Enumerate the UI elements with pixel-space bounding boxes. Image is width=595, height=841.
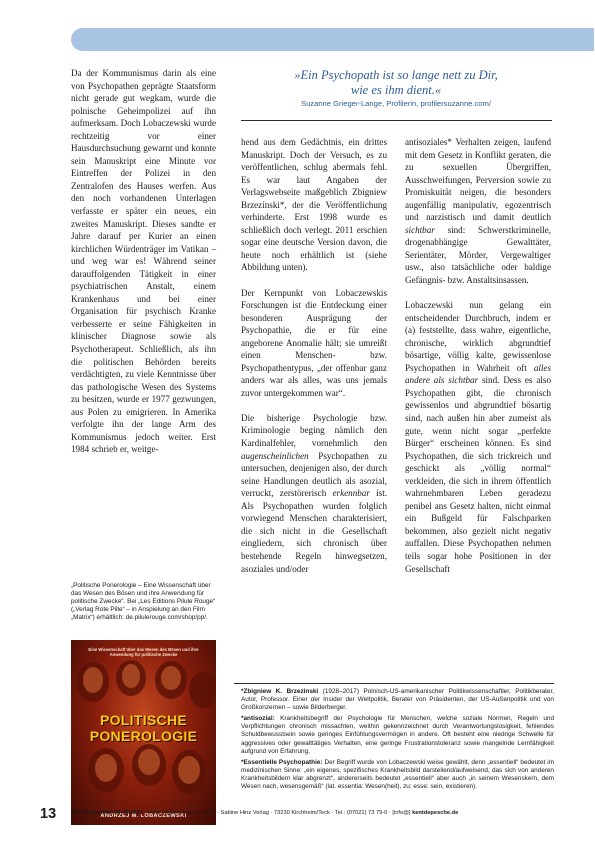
text-run: Der Begriff wurde von Lobaczewski weise gewählt, denn „essentiell“ bedeutet im medizinischen Sinne: „ein eigenes, spezifisches Krankheitsbild darstellend/aufweisend, das sich von anderen Krankheitsbildern klar abgrenzt“, andererseits bedeutet „essentiell“ aber auch „in seinem Wesenskern, dem Wesen nach, wesensgemäß“ (lat. essentia: Wesen(heit), zu: esse: sein, existieren).	[241, 758, 554, 791]
quote-rule	[241, 120, 552, 121]
emphasis: erkennbar	[332, 488, 370, 499]
text-run: Psychopathen zu untersuchen, denjenigen also, der durch seine Handlungen deutlich als asozial, verruckt, zerstörerisch	[241, 450, 387, 499]
text-run: Lobaczewski nun gelang ein entscheidender Durchbruch, indem er (a) feststellte, dass wahre, eigentliche, chronische, wirklich abgrundtief bösartige, völlig kalte, gewissenlose Psychopathen in Wahrheit oft	[405, 300, 551, 373]
book-author: ANDRZEJ M. LOBACZEWSKI	[100, 813, 187, 819]
footnote-term: *Zbigniew K. Brzezinski	[241, 688, 319, 695]
header-bar	[71, 28, 594, 51]
footnotes	[241, 688, 554, 794]
quote-source: Suzanne Grieger-Lange, Profilerin, profilersuzanne.com/	[301, 99, 491, 108]
book-title-line: POLITISCHE	[99, 712, 187, 728]
text-run: antisoziales* Verhalten zeigen, laufend mit dem Gesetz in Konflikt geraten, die zu sexuellen Übergriffen, Ausschweifungen, Perversion sowie zu Promiskuität neigen, die besonders augenfällig manipulativ, egozentrisch und narzistisch und damit deutlich	[405, 137, 551, 223]
paragraph	[405, 299, 551, 575]
text-run: Die bisherige Psychologie bzw. Kriminologie beging nämlich den Kardinalfehler, vornehmlich den	[241, 412, 387, 449]
book-caption: „Politische Ponerologie – Eine Wissenschaft über das Wesen des Bösen und ihre Anwendung für politische Zwecke“. Bei „Les Editions Pilule Rouge“ („Verlag Rote Pille“ – in Anspielung an den Film „Matrix“) erhältlich: de.pilulerouge.com/shop/pp/.	[71, 582, 216, 621]
text-run: Insider der Weltpolitik, Berater von Präsidenten, der US-Außenpolitik und von Großkonzernen – sowie Bilderberger.	[241, 696, 554, 712]
website-link[interactable]: kentdepesche.de	[412, 810, 459, 816]
text-run: sind: Schwerstkriminelle, drogenabhängige Gewalttäter, Serientäter, Mörder, Vergewaltiger usw., also tatsächliche oder baldige Gefängnis- bzw. Anstaltsinsassen.	[405, 224, 551, 286]
magazine-name: Kent-Depesche 04-06/2021	[71, 810, 143, 816]
paragraph: Der Kernpunkt von Lobaczewskis Forschungen ist die Entdeckung einer besonderen Ausprägung der Psychopathie, die er für eine angeborene Anomalie hält; sie umreißt einen Menschen- bzw. Psychopathentypus, „der offenbar ganz anders war als alles, was uns jemals zuvor untergekommen war“.	[241, 287, 387, 398]
paragraph: Da der Kommunismus darin als eine von Psychopathen geprägte Staatsform nicht gerade gut wegkam, wurde die polnische Geheimpolizei auf ihn aufmerksam. Doch Lobaczewski wurde rechtzeitig vor einer Hausdurchsuchung gewarnt und konnte sein Manuskript eine Minute vor Eintreffen der Polizei in den Zentralofen des Hauses werfen. Aus den noch vorhandenen Unterlagen verfasste er später ein neues, ein zweites Manuskript. Dieses sandte er Jahre darauf per Kurier an einen kirchlichen Würdenträger im Vatikan – und weg war es! Während seiner darauffolgenden Tätigkeit in einer psychiatrischen Anstalt, einem Krankenhaus und bei einer Organisation für psychisch Kranke verbesserte er seine Fähigkeiten in klinischer Diagnose sowie als Psychotherapeut. Schließlich, als ihn die politischen Behörden bereits verdächtigten, zu viele Kenntnisse über das pathologische Wesen des Systems zu besitzen, wurde er 1977 gezwungen, aus Polen zu emigrieren. In Amerika verfolgte ihn der lange Arm des Kommunismus jedoch weiter. Erst 1984 schrieb er, weitge-	[71, 68, 216, 455]
text-run: ist. Als Psychopathen wurden folglich vorwiegend Menschen charakterisiert, die sich nicht in die Gesellschaft eingliedern, sich chronisch über bestehende Regeln hinwegsetzen, asoziales und/oder	[241, 488, 387, 574]
pull-quote	[238, 68, 554, 109]
footnote-term: *antisozial:	[241, 715, 275, 723]
article-column-3	[405, 136, 551, 588]
footnote	[241, 688, 554, 712]
footnote-term: *Essentielle Psychopathie:	[241, 758, 323, 766]
book-subtitle: Eine Wissenschaft über das Wesen des Bösen und ihre Anwendung für politische Zwecke	[88, 647, 199, 657]
text-run: sind. Dess es also Psychopathen gibt, die chronisch gewissenlos und abgrundtief bösartig sind, nach außen hin aber zumeist als gute, wenn nicht sogar „perfekte Bürger“ erscheinen können. Es sind Psychopathen, die sich trickreich und geschickt als „völlig normal“ verkleiden, die sich in ihrem öffentlich wahrnehmbaren Leben geradezu penibel ans Gesetz halten, nicht einmal ein Bußgeld für Falschparken bekommen, also gezielt nicht negativ auffallen. Diese Psychopathen nehmen teils sogar hohe Positionen in der Gesellschaft	[405, 375, 551, 574]
emphasis: alles andere als sichtbar	[405, 362, 551, 386]
article-column-2	[241, 136, 387, 588]
emphasis: der	[310, 696, 321, 704]
publisher-info: · mehr wissen, besser leben · Sabine Hinz Verlag · 73230 Kirchheim/Teck · Tel.: (07021) 73 79-0 · [info@]	[142, 810, 413, 816]
article-column-1	[71, 67, 216, 468]
quote-line: »Ein Psychopath ist so lange nett zu Dir,	[294, 68, 498, 82]
footnote	[241, 759, 554, 791]
paragraph: hend aus dem Gedächtnis, ein drittes Manuskript. Doch der Versuch, es zu veröffentlichen, schlug abermals fehl. Es war laut Angaben der Verlagswebseite maßgeblich Zbigniew Brzezinski*, der die Veröffentlichung verhinderte. Erst 1998 wurde es schließlich doch verlegt. 2011 erschien sogar eine deutsche Version davon, die heute noch erhältlich ist (siehe Abbildung unten).	[241, 137, 387, 273]
footnote	[241, 715, 554, 755]
emphasis: augenscheinlichen	[241, 450, 309, 461]
quote-text	[238, 68, 554, 97]
paragraph	[405, 136, 551, 287]
book-cover-image	[71, 640, 216, 825]
footnotes-divider	[234, 683, 554, 684]
text-run: (1928–2017) Polnisch-US-amerikanischer Politikwissenschaftler, Politikberater, Autor, Professor. Einer	[241, 688, 555, 704]
paragraph	[241, 412, 387, 575]
page-number: 13	[40, 806, 57, 822]
text-run: Krankheitsbegriff der Psychologie für Menschen, welche soziale Normen, Regeln und Verpflichtungen chronisch missachten, weithin gekennzeichnet durch Verantwortungslosigkeit, fehlendes Schuldbewusstsein sowie geringes Einfühlungsvermögen in andere. Oft besteht eine niedrige Schwelle für aggressives oder gewalttätiges Verhalten, eine geringe Frustrationstoleranz sowie mangelnde Lernfähigkeit aufgrund von Erfahrung.	[241, 715, 554, 755]
quote-line: wie es ihm dient.«	[350, 82, 442, 97]
emphasis: sichtbar	[405, 224, 435, 235]
book-title-line: PONEROLOGIE	[89, 728, 198, 744]
page-footer	[71, 810, 561, 816]
book-title	[73, 712, 214, 744]
